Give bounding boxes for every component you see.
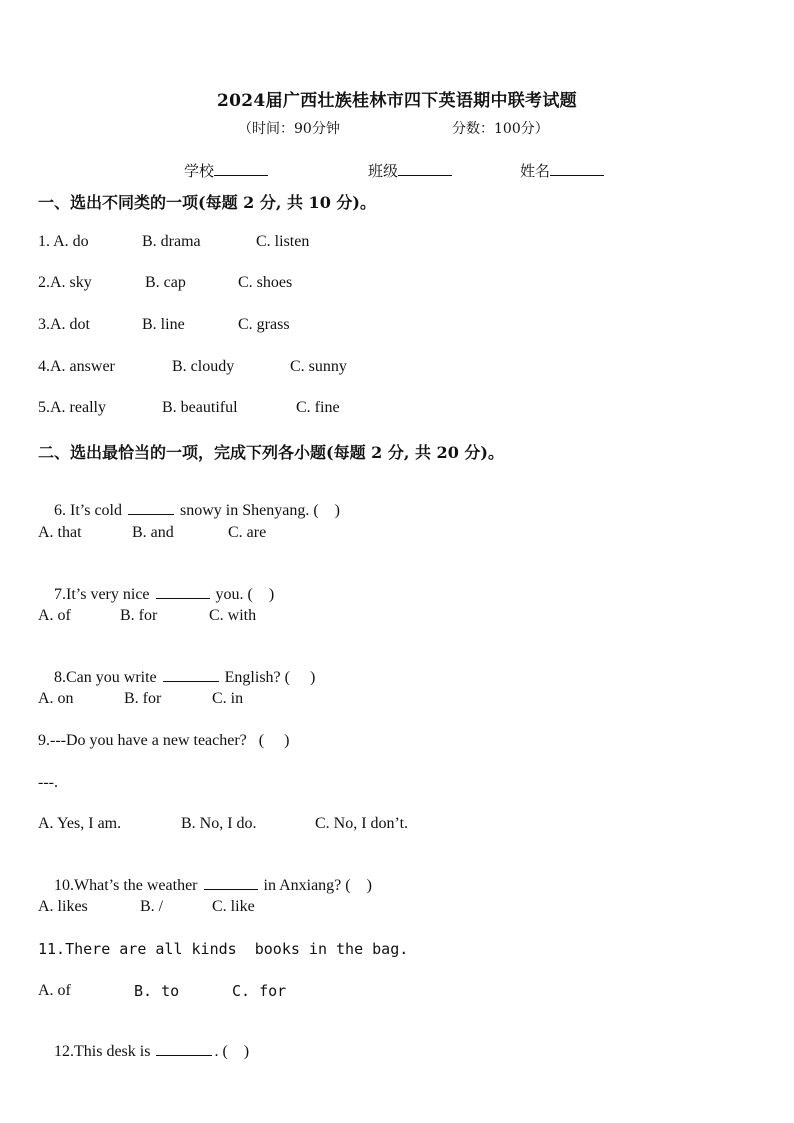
section1-heading: 一、选出不同类的一项(每题 2 分, 共 10 分)。 bbox=[38, 193, 376, 212]
q10-option-c: C. like bbox=[212, 898, 255, 915]
q12-stem-post: . ( ) bbox=[214, 1043, 250, 1060]
q9-option-c: C. No, I don’t. bbox=[315, 815, 409, 832]
q2-option-a: 2.A. sky bbox=[38, 274, 92, 291]
q5-option-a: 5.A. really bbox=[38, 399, 106, 416]
q10-blank[interactable] bbox=[204, 875, 258, 890]
name-blank[interactable] bbox=[550, 161, 604, 176]
q11-stem: 11.There are all kinds books in the bag. bbox=[38, 940, 409, 958]
q10-stem-pre: 10.What’s the weather bbox=[54, 877, 202, 894]
q10-option-a: A. likes bbox=[38, 898, 88, 915]
q10-stem-post: in Anxiang? ( ) bbox=[259, 877, 372, 894]
q11-option-b: B. to bbox=[134, 982, 180, 1000]
class-field bbox=[368, 160, 452, 181]
q8-option-a: A. on bbox=[38, 690, 74, 707]
q4-option-b: B. cloudy bbox=[172, 358, 235, 375]
q12-blank[interactable] bbox=[156, 1041, 212, 1056]
class-blank[interactable] bbox=[398, 161, 452, 176]
class-label: 班级 bbox=[368, 162, 399, 180]
q1-option-c: C. listen bbox=[256, 233, 310, 250]
q7-option-c: C. with bbox=[209, 607, 257, 624]
exam-title: 2024届广西壮族桂林市四下英语期中联考试题 bbox=[217, 91, 577, 111]
q5-option-c: C. fine bbox=[296, 399, 340, 416]
q9-option-b: B. No, I do. bbox=[181, 815, 257, 832]
q6-stem-post: snowy in Shenyang. ( ) bbox=[176, 502, 340, 519]
q11-option-a-label: A. of bbox=[38, 982, 71, 999]
q9-stem: 9.---Do you have a new teacher? ( ) bbox=[38, 732, 290, 749]
q7-blank[interactable] bbox=[156, 584, 210, 599]
q6-stem bbox=[38, 482, 340, 538]
q8-option-b: B. for bbox=[124, 690, 162, 707]
q8-option-c: C. in bbox=[212, 690, 244, 707]
q12-stem-pre: 12.This desk is bbox=[54, 1043, 155, 1060]
q6-option-a: A. that bbox=[38, 524, 82, 541]
q3-option-b: B. line bbox=[142, 316, 185, 333]
section2-heading: 二、选出最恰当的一项，完成下列各小题(每题 2 分, 共 20 分)。 bbox=[38, 443, 504, 462]
school-blank[interactable] bbox=[214, 161, 268, 176]
q6-stem-pre: 6. It’s cold bbox=[54, 502, 126, 519]
q3-option-a: 3.A. dot bbox=[38, 316, 90, 333]
name-field bbox=[520, 160, 604, 181]
q1-option-b: B. drama bbox=[142, 233, 201, 250]
q12-stem bbox=[38, 1023, 249, 1079]
q8-stem-post: English? ( ) bbox=[220, 669, 316, 686]
q8-stem-pre: 8.Can you write bbox=[54, 669, 161, 686]
q4-option-a: 4.A. answer bbox=[38, 358, 115, 375]
q9-option-a: A. Yes, I am. bbox=[38, 815, 122, 832]
q7-stem-post: you. ( ) bbox=[211, 586, 275, 603]
q2-option-b: B. cap bbox=[145, 274, 186, 291]
q6-option-c: C. are bbox=[228, 524, 267, 541]
q8-blank[interactable] bbox=[163, 667, 219, 682]
q8-stem bbox=[38, 649, 315, 705]
school-label: 学校 bbox=[184, 162, 215, 180]
name-label: 姓名 bbox=[520, 162, 551, 180]
q7-option-b: B. for bbox=[120, 607, 158, 624]
time-limit: （时间：90分钟 bbox=[238, 121, 340, 137]
q3-option-c: C. grass bbox=[238, 316, 290, 333]
q4-option-c: C. sunny bbox=[290, 358, 347, 375]
q11-option-c: C. for bbox=[232, 982, 287, 1000]
q5-option-b: B. beautiful bbox=[162, 399, 238, 416]
q2-option-c: C. shoes bbox=[238, 274, 293, 291]
q10-option-b: B. / bbox=[140, 898, 164, 915]
q11-option-a bbox=[38, 982, 71, 1000]
q7-stem-pre: 7.It’s very nice bbox=[54, 586, 154, 603]
q10-stem bbox=[38, 857, 372, 913]
q1-option-a: 1. A. do bbox=[38, 233, 89, 250]
q9-reply: ---. bbox=[38, 774, 58, 791]
school-field bbox=[184, 160, 268, 181]
q7-option-a: A. of bbox=[38, 607, 71, 624]
total-score: 分数：100分） bbox=[452, 121, 549, 137]
q6-option-b: B. and bbox=[132, 524, 174, 541]
q6-blank[interactable] bbox=[128, 500, 174, 515]
